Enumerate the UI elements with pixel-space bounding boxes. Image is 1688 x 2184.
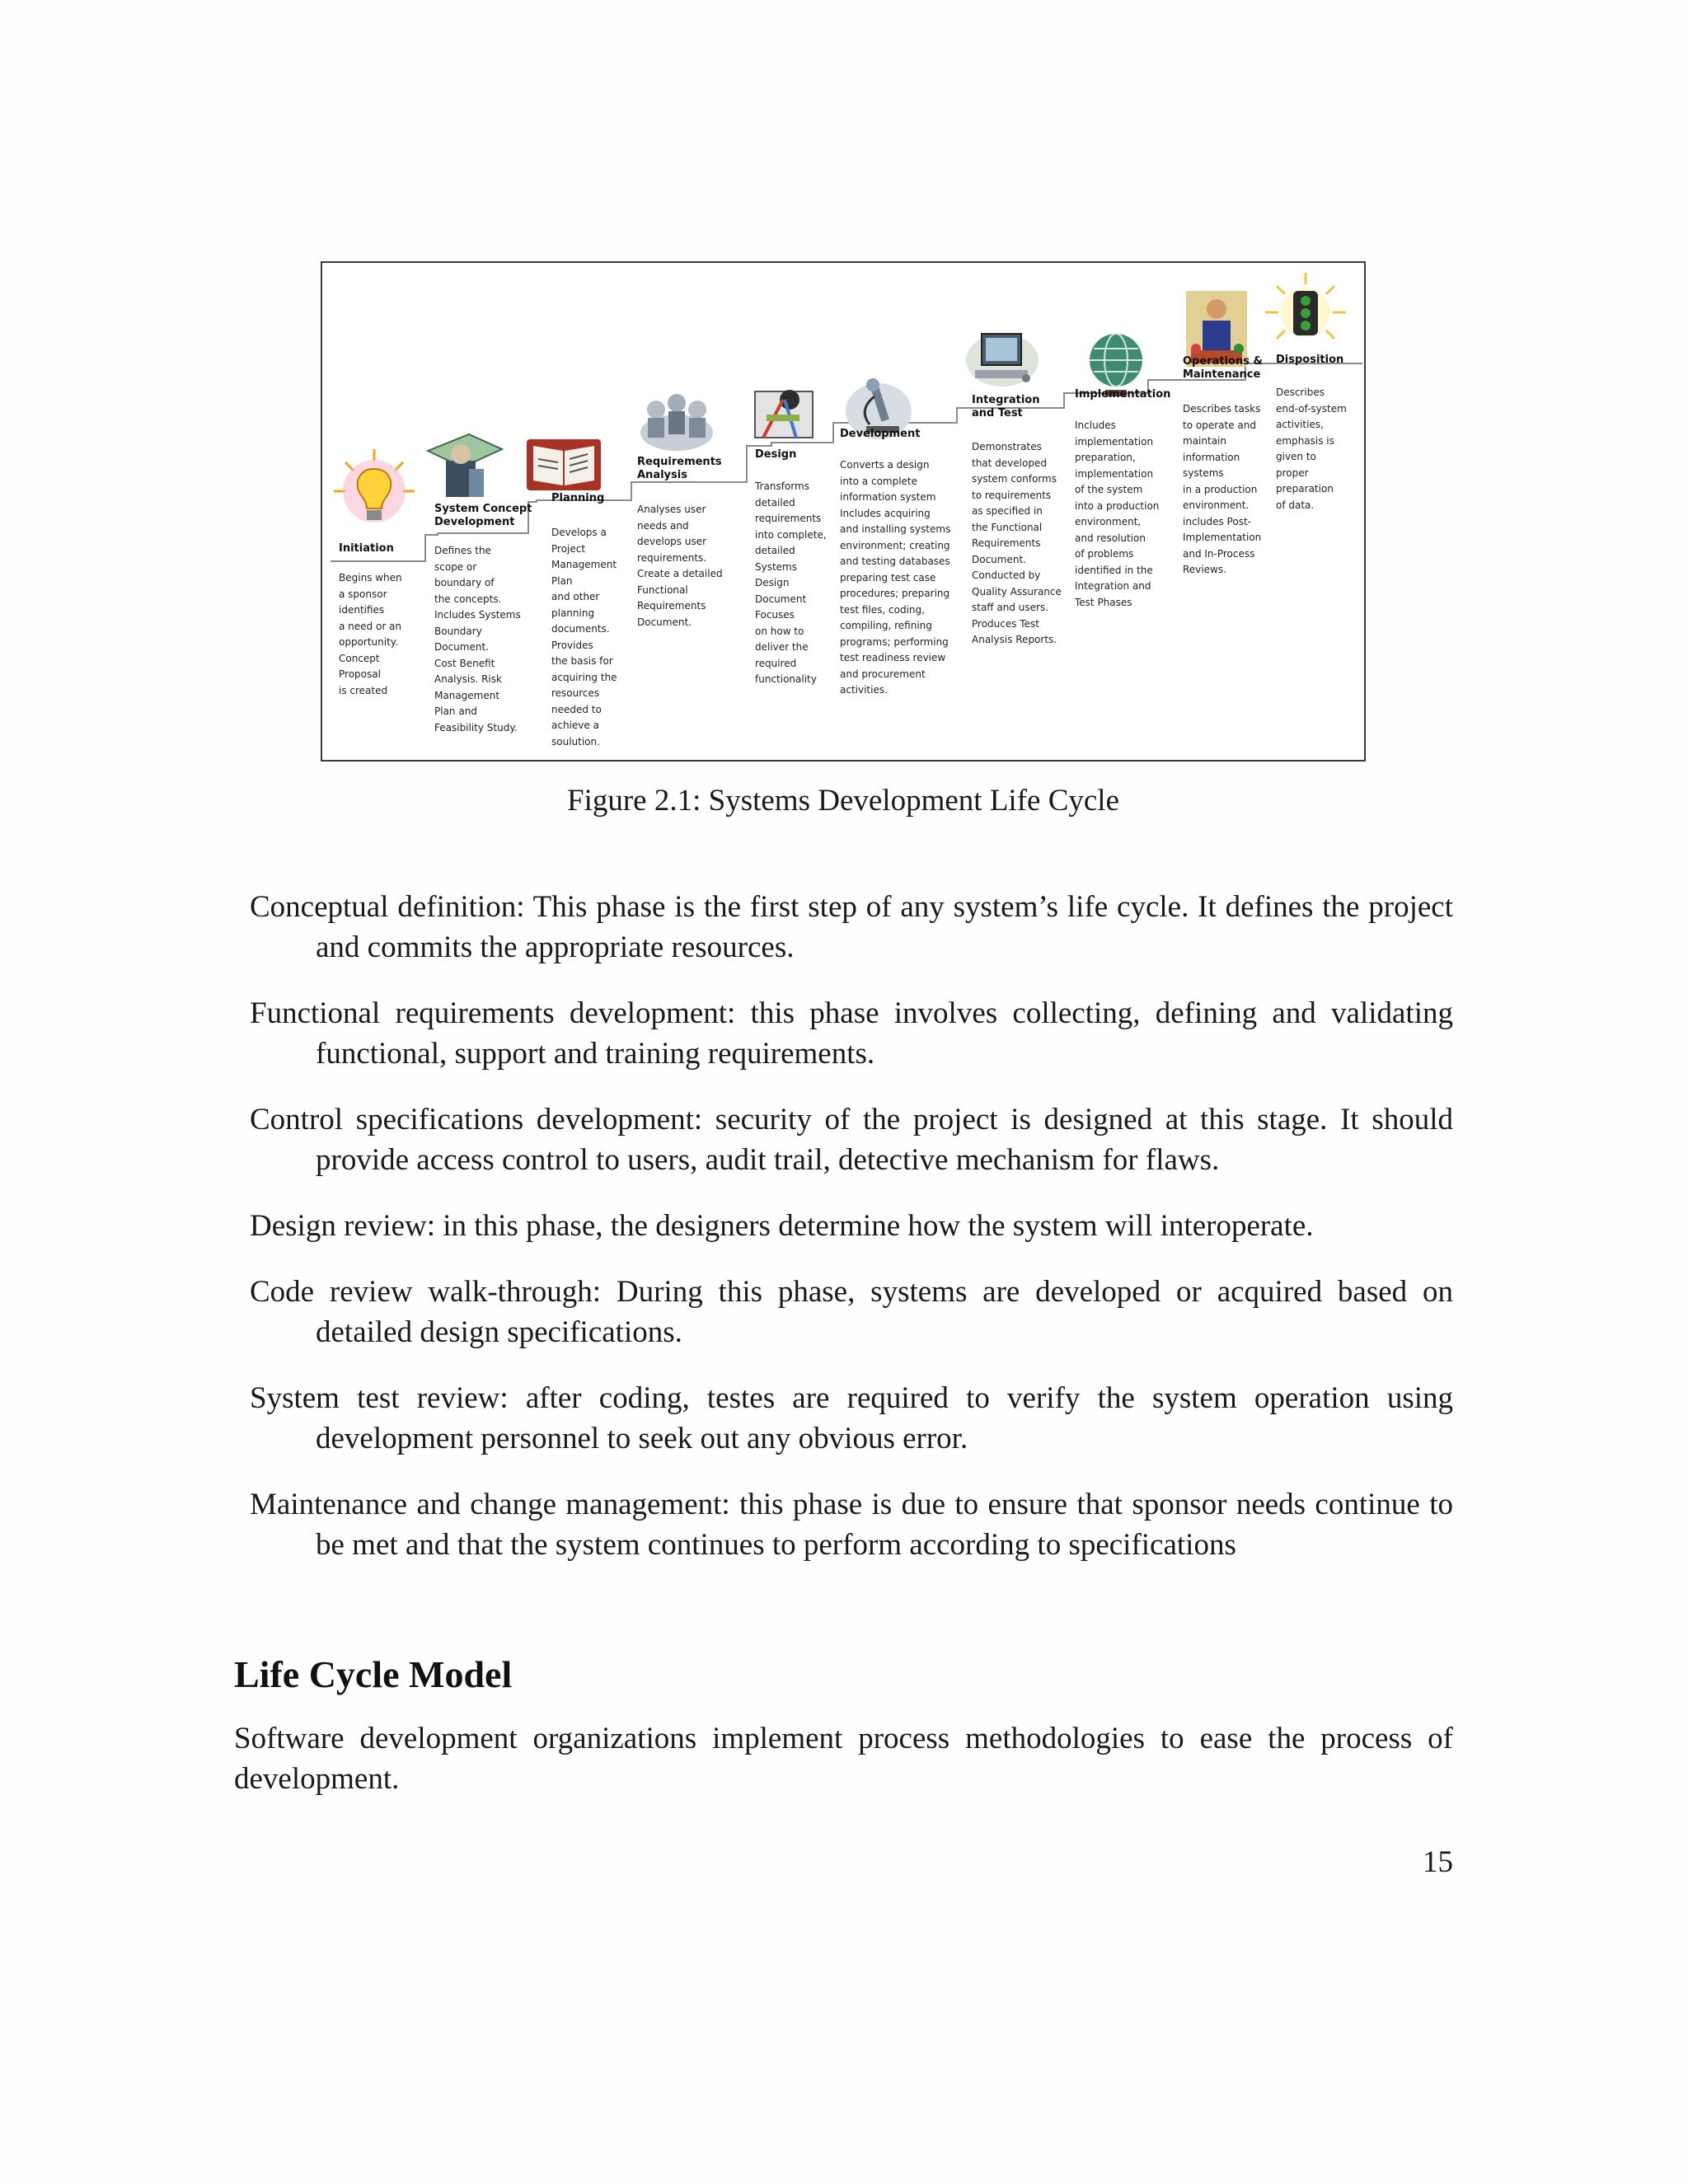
phase-desc-disposition: Describes end-of-system activities, emphasis is given to proper preparation of data. — [1276, 387, 1347, 511]
phase-desc-system-concept: Defines the scope or boundary of the concepts. Includes Systems Boundary Document. Cost Benefit Analysis. Risk Management Plan and Feasibility Study. — [434, 545, 521, 733]
phase-title-implementation: Implementation — [1075, 388, 1171, 401]
definition-item: Functional requirements development: this phase involves collecting, defining and validating functional, support and training requirements. — [250, 996, 1453, 1071]
phase-desc-operations: Describes tasks to operate and maintain information systems in a production environment. includes Post- Implementation and In-Process Reviews. — [1183, 403, 1262, 575]
page-number: 15 — [1423, 1845, 1453, 1879]
drafting-tools-icon — [738, 367, 829, 457]
section-paragraph: Software development organizations implement process methodologies to ease the process of development. — [234, 1722, 1453, 1796]
phase-title-disposition: Disposition — [1276, 354, 1344, 366]
phase-desc-design: Transforms detailed requirements into complete, detailed Systems Design Document Focuses on how to deliver the required functionality — [755, 480, 827, 685]
definition-item: Control specifications development: security of the project is designed at this stage. It should provide access control to users, audit trail, detective mechanism for flaws. — [250, 1103, 1453, 1177]
figure-caption: Figure 2.1: Systems Development Life Cycle — [567, 784, 1119, 818]
phase-desc-integration: Demonstrates that developed system conforms to requirements as specified in the Functional Requirements Document. Conducted by Quality Assurance staff and users. Produces Test Analysis Reports. — [972, 441, 1062, 645]
phase-desc-development: Converts a design into a complete information system Includes acquiring and installing systems environment; creating and testing databases preparing test case procedures; preparing test files, coding, compiling, refining programs; performing test readiness review and procurement activities. — [840, 459, 951, 696]
definition-item: Design review: in this phase, the designers determine how the system will interoperate. — [250, 1209, 1314, 1243]
phase-title-operations: Operations & Maintenance — [1183, 355, 1263, 381]
phase-desc-requirements: Analyses user needs and develops user requirements. Create a detailed Functional Requirements Document. — [637, 504, 723, 628]
lightbulb-icon — [329, 446, 420, 537]
phase-title-system-concept: System Concept Development — [434, 503, 532, 528]
graduation-cap-icon — [420, 418, 510, 509]
computer-icon — [957, 314, 1048, 405]
team-meeting-icon — [631, 375, 722, 466]
section-heading: Life Cycle Model — [234, 1653, 513, 1695]
phase-title-planning: Planning — [551, 492, 605, 504]
definition-item: System test review: after coding, testes are required to verify the system operation using development personnel to seek out any obvious error. — [250, 1381, 1453, 1455]
traffic-light-icon — [1260, 271, 1351, 362]
phase-title-requirements: Requirements Analysis — [637, 456, 722, 481]
definition-item: Conceptual definition: This phase is the first step of any system’s life cycle. It defines the project and commits the appropriate resources. — [250, 890, 1453, 964]
sdlc-figure — [321, 261, 1366, 762]
phase-title-integration: Integration and Test — [972, 394, 1040, 419]
phase-desc-implementation: Includes implementation preparation, implementation of the system into a production environment, and resolution of problems identified in the Integration and Test Phases — [1075, 419, 1160, 608]
phase-desc-initiation: Begins when a sponsor identifies a need or an opportunity. Concept Proposal is created — [339, 572, 402, 696]
phase-desc-planning: Develops a Project Management Plan and other planning documents. Provides the basis for acquiring the resources needed to achieve a soulution. — [551, 527, 617, 748]
definition-item: Code review walk-through: During this phase, systems are developed or acquired based on detailed design specifications. — [250, 1275, 1453, 1349]
phase-title-initiation: Initiation — [339, 542, 394, 555]
definition-item: Maintenance and change management: this phase is due to ensure that sponsor needs continue to be met and that the system continues to perform according to specifications — [250, 1488, 1453, 1562]
phase-title-development: Development — [840, 428, 921, 440]
phase-title-design: Design — [755, 448, 797, 461]
